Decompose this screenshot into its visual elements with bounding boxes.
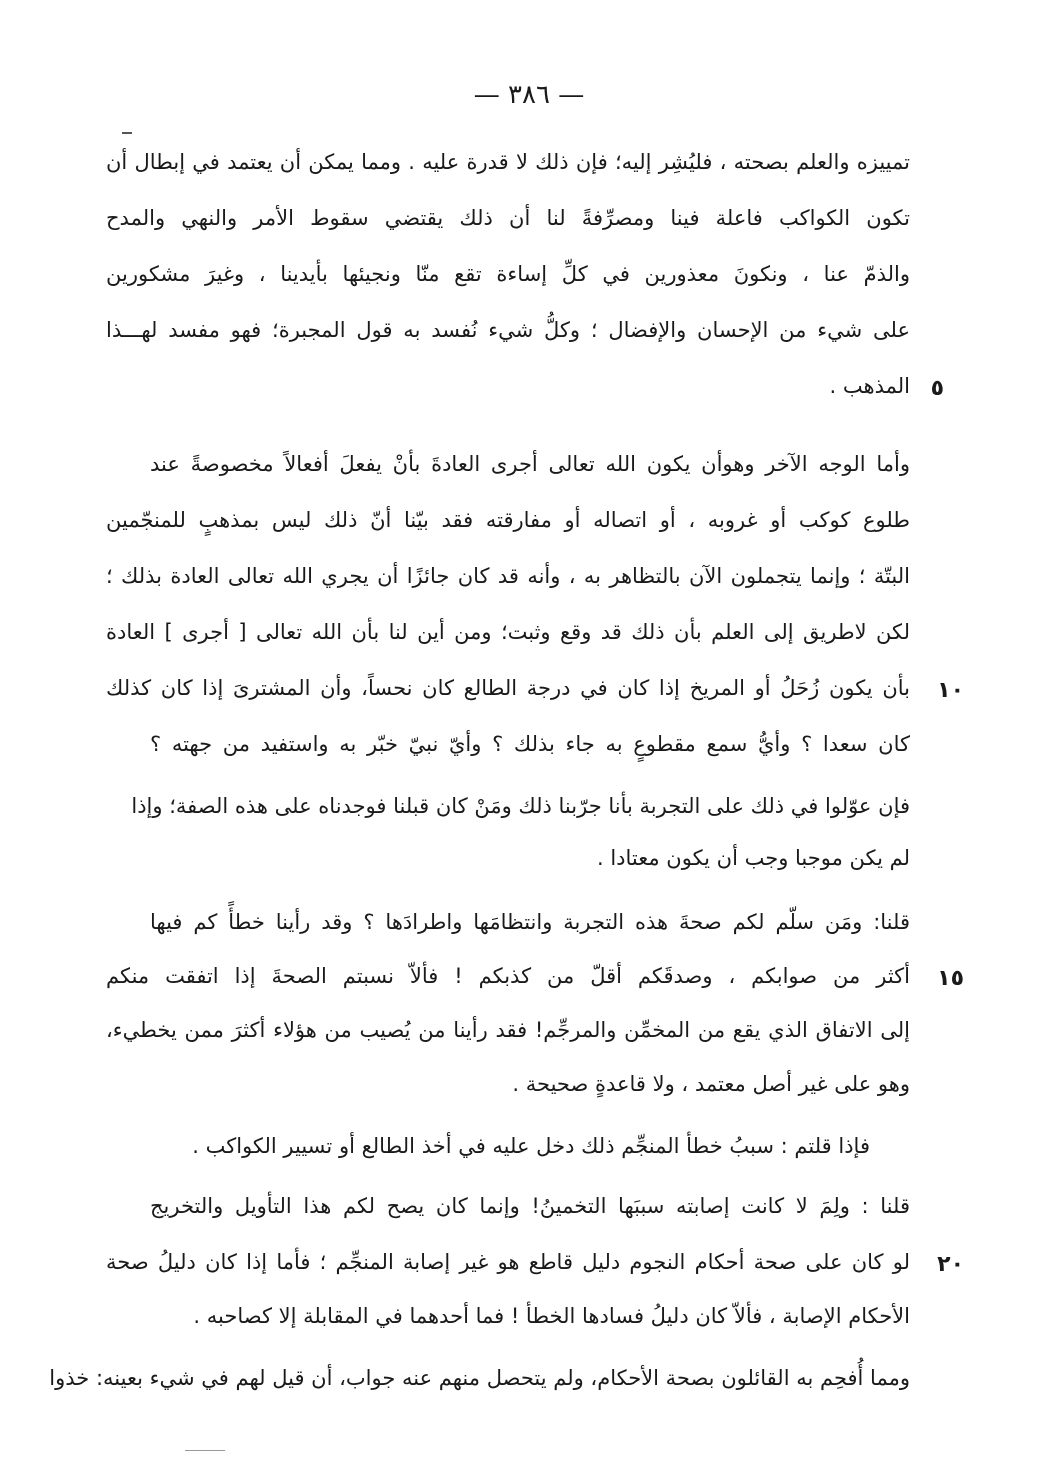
text-line: بأن يكون زُحَلُ أو المريخ إذا كان في درجة الطالع كان نحساً، وأن المشترىَ إذا كان كذلك	[106, 676, 910, 700]
line-number-5: ٥	[930, 376, 944, 401]
ink-mark	[122, 132, 132, 134]
text-line: كان سعدا ؟ وأيُّ سمع مقطوعٍ به جاء بذلك ؟ وأيّ نبيّ خبّر به واستفيد من جهته ؟	[150, 732, 910, 756]
text-line: قلنا: ومَن سلّم لكم صحةَ هذه التجربة وانتظامَها واطرادَها ؟ وقد رأينا خطأً كم فيها	[150, 910, 910, 934]
text-line: أكثر من صوابكم ، وصدقَكم أقلّ من كذبكم ! فألاّ نسبتم الصحةَ إذا اتفقت منكم	[106, 964, 910, 988]
text-line: على شيء من الإحسان والإفضال ؛ وكلُّ شيء نُفسد به قول المجبرة؛ فهو مفسد لهـــذا	[106, 318, 910, 342]
text-line: تكون الكواكب فاعلة فينا ومصرِّفةً لنا أن ذلك يقتضي سقوط الأمر والنهي والمدح	[106, 206, 910, 230]
text-line: فإن عوّلوا في ذلك على التجربة بأنا جرّبنا ذلك ومَنْ كان قبلنا فوجدناه على هذه الصفة؛ وإذا	[131, 794, 910, 818]
footer-rule	[185, 1450, 225, 1451]
text-line: قلنا : ولِمَ لا كانت إصابته سببَها التخمينُ! وإنما كان يصح لكم هذا التأويل والتخريج	[150, 1194, 910, 1218]
text-line: لو كان على صحة أحكام النجوم دليل قاطع هو غير إصابة المنجِّم ؛ فأما إذا كان دليلُ صحة	[106, 1250, 910, 1274]
text-line: إلى الاتفاق الذي يقع من المخمِّن والمرجِّم! فقد رأينا من يُصيب من هؤلاء أكثرَ ممن يخطيء،	[106, 1018, 910, 1042]
text-line: ومما أُفحِم به القائلون بصحة الأحكام، ولم يتحصل منهم عنه جواب، أن قيل لهم في شيء بعينه: خذوا	[49, 1366, 910, 1390]
text-line: البتّة ؛ وإنما يتجملون الآن بالتظاهر به ، وأنه قد كان جائزًا أن يجري الله تعالى العادة بذلك ؛	[106, 564, 910, 588]
text-line: المذهب .	[829, 374, 910, 398]
line-number-10: ١٠	[937, 678, 964, 703]
text-line: تمييزه والعلم بصحته ، فليُشِر إليه؛ فإن ذلك لا قدرة عليه . ومما يمكن أن يعتمد في إبطال أن	[106, 150, 910, 174]
page-number: — ٣٨٦ —	[473, 80, 585, 110]
text-line: لم يكن موجبا وجب أن يكون معتادا .	[596, 846, 910, 870]
line-number-20: ٢٠	[937, 1252, 964, 1277]
line-number-15: ١٥	[937, 966, 964, 991]
text-line: لكن لاطريق إلى العلم بأن ذلك قد وقع وثبت؛ ومن أين لنا بأن الله تعالى [ أجرى ] العادة	[106, 620, 910, 644]
text-line: الأحكام الإصابة ، فألاّ كان دليلُ فسادها الخطأ ! فما أحدهما في المقابلة إلا كصاحبه .	[193, 1304, 910, 1328]
text-line: فإذا قلتم : سببُ خطأ المنجِّم ذلك دخل عليه في أخذ الطالع أو تسيير الكواكب .	[192, 1134, 870, 1158]
text-line: والذمّ عنا ، ونكونَ معذورين في كلِّ إساءة تقع منّا ونجيئها بأيدينا ، وغيرَ مشكورين	[106, 262, 910, 286]
text-line: وأما الوجه الآخر وهوأن يكون الله تعالى أجرى العادةَ بأنْ يفعلَ أفعالاً مخصوصةً عند	[150, 452, 910, 476]
text-line: طلوع كوكب أو غروبه ، أو اتصاله أو مفارقته فقد بيّنا أنّ ذلك ليس بمذهبٍ للمنجّمين	[106, 508, 910, 532]
text-line: وهو على غير أصل معتمد ، ولا قاعدةٍ صحيحة .	[512, 1072, 910, 1096]
